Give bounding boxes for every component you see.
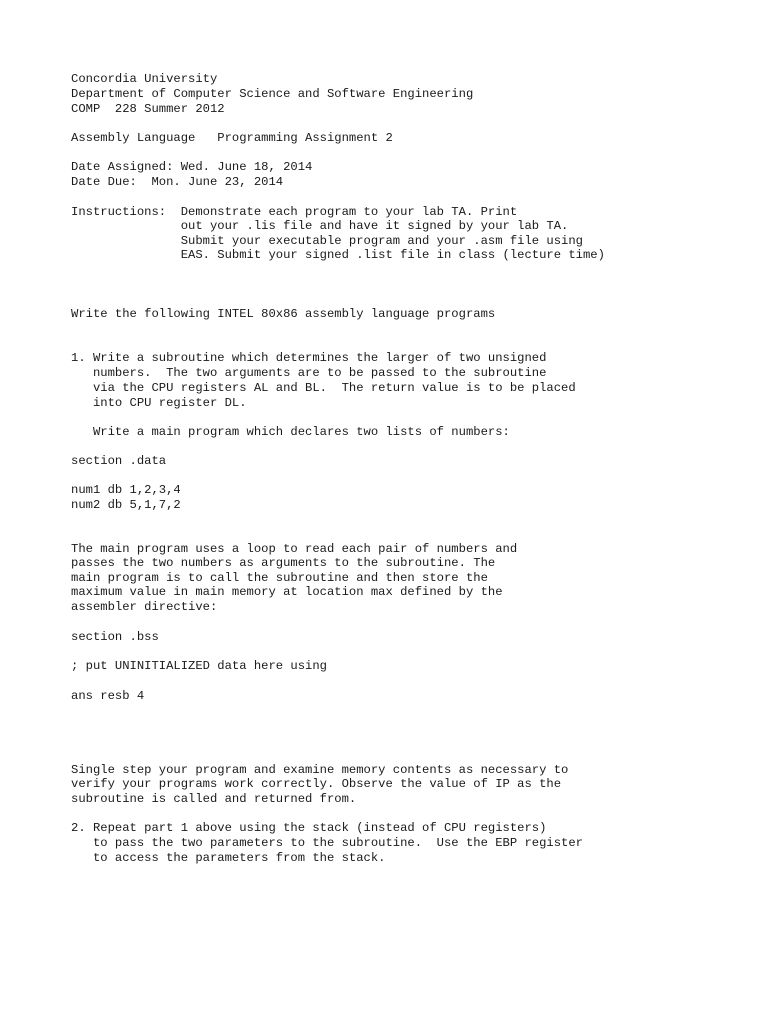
question-1-line: via the CPU registers AL and BL. The return value is to be placed — [71, 381, 576, 395]
university-name: Concordia University — [71, 72, 218, 86]
course-code: COMP 228 Summer 2012 — [71, 102, 225, 116]
question-2-line: to pass the two parameters to the subroutine. Use the EBP register — [71, 836, 583, 850]
bss-comment: ; put UNINITIALIZED data here using — [71, 659, 327, 673]
instructions-line: out your .lis file and have it signed by your lab TA. — [71, 219, 569, 233]
question-2-line: 2. Repeat part 1 above using the stack (instead of CPU registers) — [71, 821, 547, 835]
num2-declaration: num2 db 5,1,7,2 — [71, 498, 181, 512]
question-2-line: to access the parameters from the stack. — [71, 851, 386, 865]
department-name: Department of Computer Science and Software Engineering — [71, 87, 474, 101]
date-assigned: Date Assigned: Wed. June 18, 2014 — [71, 160, 313, 174]
instructions-line: Submit your executable program and your .asm file using — [71, 234, 583, 248]
instructions-line: EAS. Submit your signed .list file in class (lecture time) — [71, 248, 605, 262]
intro-text: Write the following INTEL 80x86 assembly language programs — [71, 307, 496, 321]
date-due: Date Due: Mon. June 23, 2014 — [71, 175, 284, 189]
single-step-line: verify your programs work correctly. Observe the value of IP as the — [71, 777, 562, 791]
question-1-line: numbers. The two arguments are to be passed to the subroutine — [71, 366, 547, 380]
main-description-line: maximum value in main memory at location max defined by the — [71, 585, 503, 599]
question-1-main: Write a main program which declares two lists of numbers: — [71, 425, 510, 439]
single-step-line: Single step your program and examine memory contents as necessary to — [71, 763, 569, 777]
assignment-title: Assembly Language Programming Assignment 2 — [71, 131, 393, 145]
main-description-line: assembler directive: — [71, 600, 218, 614]
instructions-line: Instructions: Demonstrate each program to your lab TA. Print — [71, 205, 518, 219]
main-description-line: main program is to call the subroutine and then store the — [71, 571, 488, 585]
data-section-directive: section .data — [71, 454, 167, 468]
question-1-line: into CPU register DL. — [71, 396, 247, 410]
single-step-line: subroutine is called and returned from. — [71, 792, 357, 806]
num1-declaration: num1 db 1,2,3,4 — [71, 483, 181, 497]
main-description-line: passes the two numbers as arguments to the subroutine. The — [71, 556, 496, 570]
ans-declaration: ans resb 4 — [71, 689, 145, 703]
question-1-line: 1. Write a subroutine which determines the larger of two unsigned — [71, 351, 547, 365]
main-description-line: The main program uses a loop to read each pair of numbers and — [71, 542, 518, 556]
bss-section-directive: section .bss — [71, 630, 159, 644]
